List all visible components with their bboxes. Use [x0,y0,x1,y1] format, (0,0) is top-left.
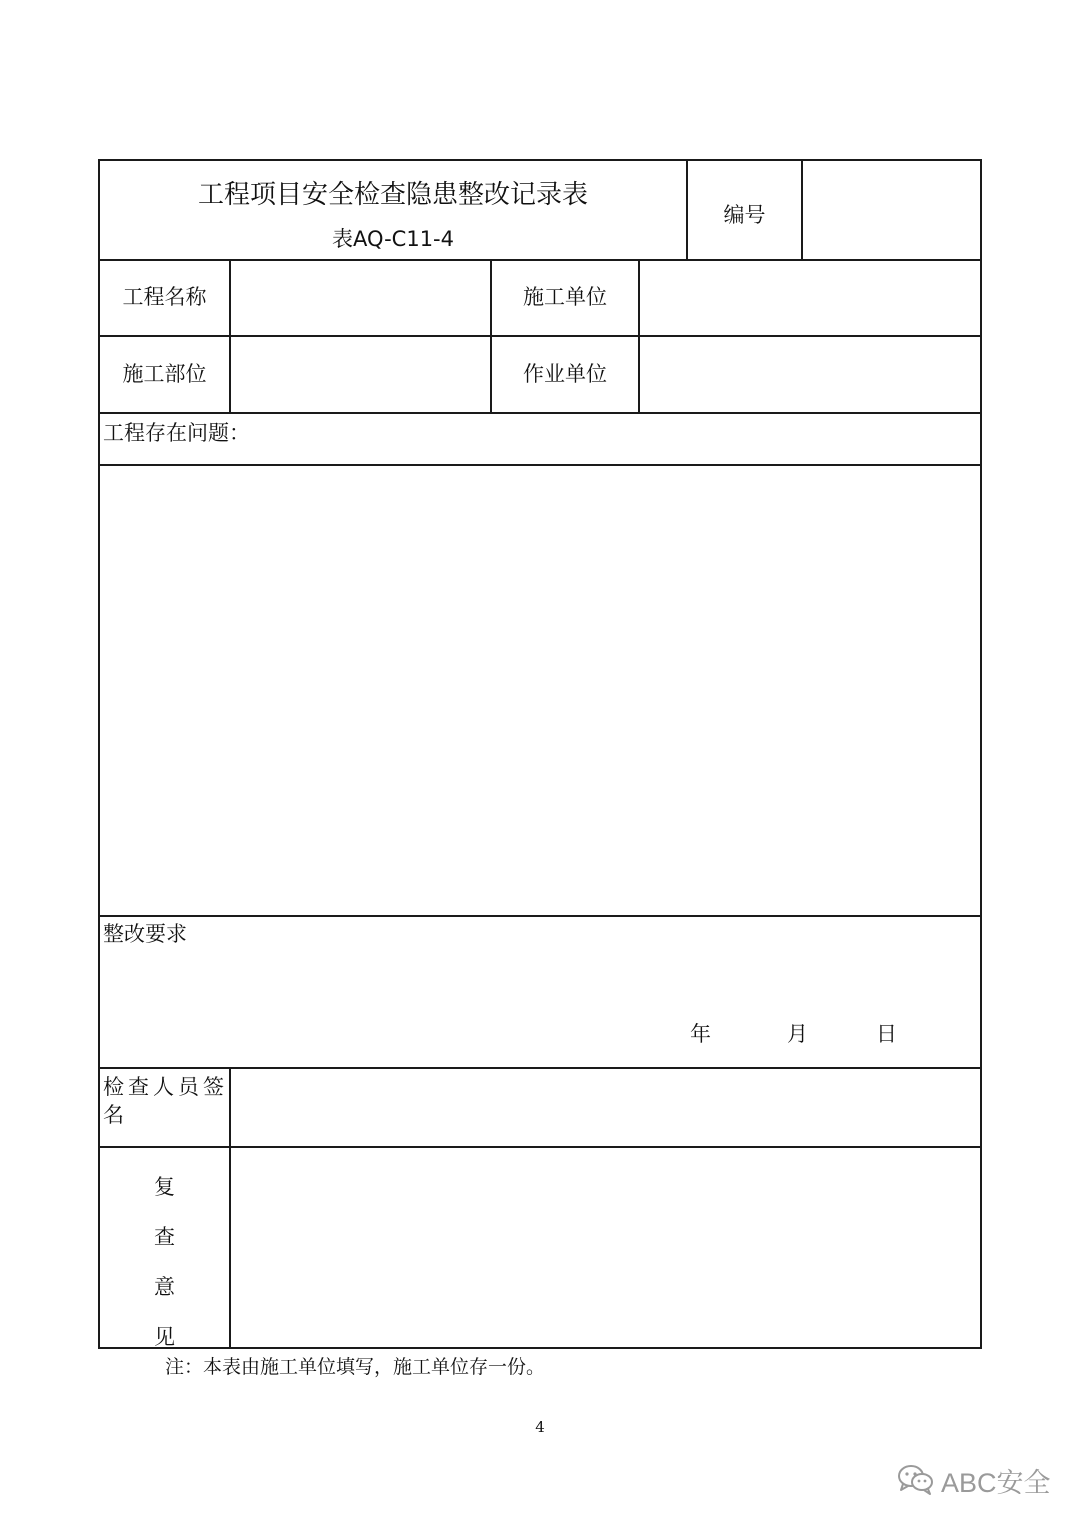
form-title: 工程项目安全检查隐患整改记录表 [197,180,588,210]
review-opinion-field[interactable] [232,1149,979,1346]
divider-col3 [638,259,640,414]
inspector-label-line2: 名 [103,1103,124,1127]
location-field[interactable] [232,338,489,411]
rule-issues-label-bottom [98,464,982,466]
rectification-label: 整改要求 [103,922,187,946]
project-name-field[interactable] [232,262,489,334]
number-field[interactable] [804,162,979,258]
divider-col1 [229,259,231,414]
inspector-label-line1: 检查人员签 [103,1075,228,1099]
watermark-text: ABC安全 [941,1468,1051,1498]
border-top [98,159,982,161]
rectification-field[interactable] [101,950,979,1010]
location-label: 施工部位 [122,362,207,386]
review-label-char-3: 意 [154,1275,175,1299]
page-number: 4 [535,1418,545,1436]
watermark [897,1461,1051,1500]
project-name-label: 工程名称 [122,285,207,309]
form-code: 表AQ-C11-4 [331,227,454,251]
inspector-signature-field[interactable] [232,1070,979,1145]
date-year: 年 [690,1022,711,1046]
date-month: 月 [787,1022,808,1046]
wechat-icon [897,1463,935,1499]
work-unit-label: 作业单位 [523,362,607,386]
number-label: 编号 [723,203,766,227]
divider-lower-col1 [229,1067,231,1349]
work-unit-field[interactable] [641,338,979,411]
contractor-field[interactable] [641,262,979,334]
issues-field[interactable] [101,467,979,914]
divider-number-value [801,159,803,261]
contractor-label: 施工单位 [523,285,607,309]
issues-label: 工程存在问题： [103,421,250,445]
review-label-char-4: 见 [154,1325,175,1349]
border-right [980,159,982,1349]
review-label-char-2: 查 [154,1225,175,1249]
footnote: 注：本表由施工单位填写，施工单位存一份。 [165,1356,546,1378]
rule-issues-bottom [98,915,982,917]
date-day: 日 [876,1022,897,1046]
review-label-char-1: 复 [154,1175,175,1199]
